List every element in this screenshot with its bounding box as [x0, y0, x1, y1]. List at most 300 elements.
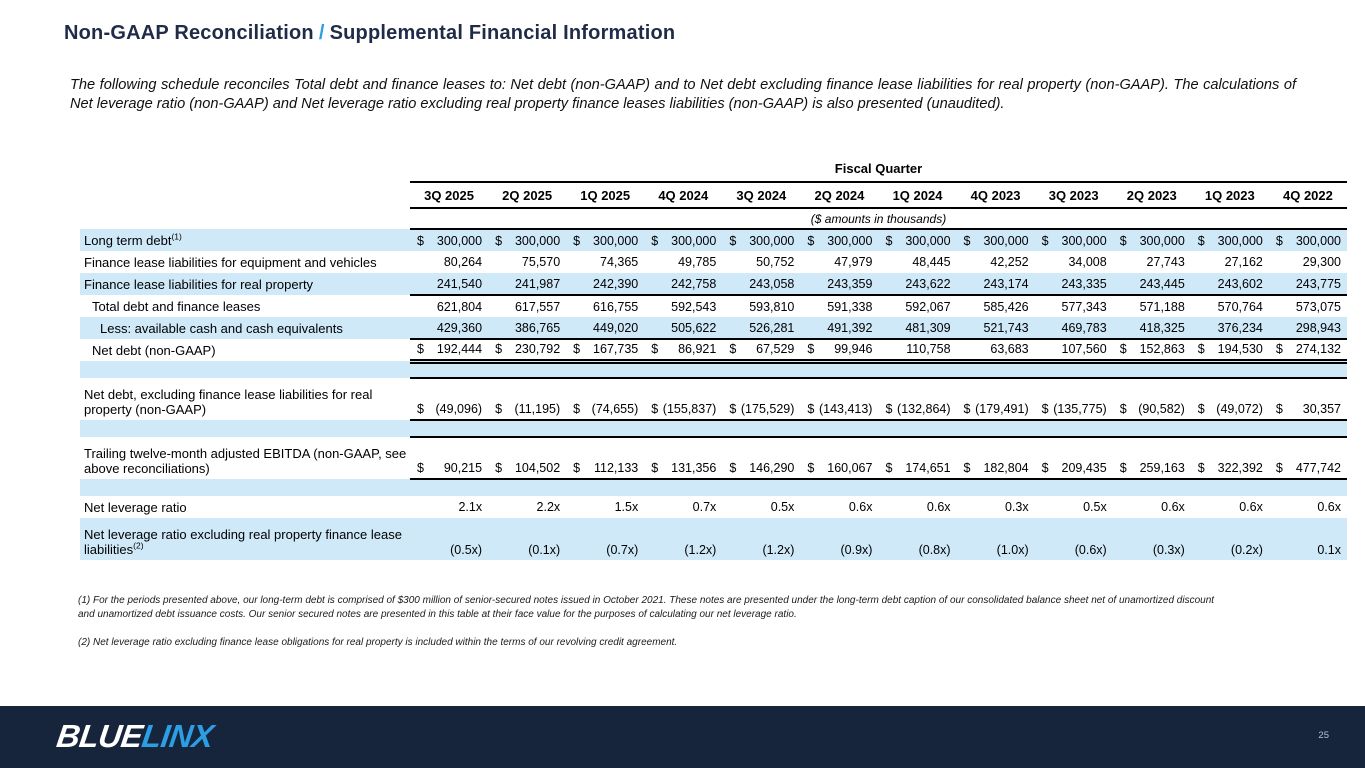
table-cell: [1269, 518, 1347, 560]
cell-value: 592,543: [671, 299, 717, 314]
table-cell: [722, 273, 800, 295]
column-header: 1Q 2025: [566, 182, 644, 208]
cell-content: [566, 461, 644, 478]
table-row: [80, 295, 1347, 317]
cell-content: [644, 543, 722, 560]
table-cell: [878, 378, 956, 420]
cell-content: [410, 461, 488, 478]
cell-content: [410, 342, 488, 356]
cell-content: [1035, 500, 1113, 514]
table-cell: [410, 437, 488, 479]
cell-value: 243,775: [1295, 276, 1341, 291]
logo-text-blue: BLUE: [54, 718, 145, 754]
table-cell: [488, 295, 566, 317]
cell-value: 0.6x: [1239, 500, 1263, 514]
cell-value: 104,502: [514, 461, 561, 475]
dollar-sign: $: [495, 342, 503, 357]
table-cell: [800, 317, 878, 339]
cell-content: [878, 234, 956, 248]
table-cell: [488, 496, 566, 518]
cell-value: 259,163: [1139, 461, 1185, 475]
cell-value: 34,008: [1068, 255, 1107, 269]
dollar-sign: $: [573, 233, 581, 248]
cell-value: 27,743: [1146, 255, 1185, 269]
cell-content: [800, 255, 878, 269]
dollar-sign: $: [1119, 233, 1127, 248]
table-cell: [566, 273, 644, 295]
cell-content: [410, 500, 488, 514]
dollar-sign: $: [963, 461, 971, 475]
table-cell: [488, 378, 566, 420]
dollar-sign: $: [963, 233, 971, 248]
cell-content: [1113, 277, 1191, 291]
cell-content: [1035, 402, 1113, 419]
cell-content: [722, 500, 800, 514]
cell-content: [722, 342, 800, 356]
table-cell: [957, 496, 1035, 518]
cell-value: 617,557: [514, 299, 561, 314]
dollar-sign: $: [1119, 342, 1127, 357]
cell-value: (135,775): [1053, 402, 1107, 416]
table-row: [80, 437, 1347, 479]
cell-content: [410, 402, 488, 419]
table-row: [80, 378, 1347, 420]
cell-content: [878, 500, 956, 514]
cell-content: [566, 342, 644, 356]
cell-content: [957, 342, 1035, 356]
cell-value: 2.1x: [458, 500, 483, 514]
spacer-cell: [80, 420, 1347, 437]
cell-content: [800, 461, 878, 478]
table-cell: [1269, 229, 1347, 251]
table-cell: [566, 518, 644, 560]
table-cell: [878, 339, 956, 361]
table-cell: [1035, 273, 1113, 295]
cell-value: 585,426: [983, 299, 1029, 314]
table-cell: [1035, 378, 1113, 420]
column-header: 2Q 2024: [800, 182, 878, 208]
cell-value: 242,758: [671, 276, 717, 291]
cell-content: [566, 321, 644, 335]
cell-value: 570,764: [1217, 299, 1263, 314]
dollar-sign: $: [1197, 402, 1205, 416]
cell-content: [1191, 234, 1269, 248]
table-cell: [800, 518, 878, 560]
cell-content: [1191, 402, 1269, 419]
units-note: ($ amounts in thousands): [410, 208, 1347, 229]
cell-content: [1113, 321, 1191, 335]
spacer-cell: [80, 361, 1347, 378]
table-cell: [566, 295, 644, 317]
table-cell: [488, 339, 566, 361]
row-label: Finance lease liabilities for real property: [80, 273, 410, 295]
dollar-sign: $: [417, 233, 424, 248]
table-cell: [1035, 437, 1113, 479]
row-label: Finance lease liabilities for equipment and vehicles: [84, 254, 377, 270]
row-label: Long term debt$^{(1)}$: [80, 229, 410, 251]
cell-value: 300,000: [593, 233, 639, 248]
cell-value: (1.0x): [996, 543, 1029, 557]
cell-content: [878, 255, 956, 269]
cell-content: [957, 234, 1035, 248]
table-cell: [410, 273, 488, 295]
table-cell: [1113, 339, 1191, 361]
cell-content: [957, 543, 1035, 560]
column-header: 4Q 2023: [957, 182, 1035, 208]
cell-content: [644, 255, 722, 269]
table-cell: [1269, 273, 1347, 295]
table-cell: [1035, 295, 1113, 317]
cell-value: 80,264: [443, 255, 483, 269]
table-cell: [1035, 496, 1113, 518]
table-cell: [488, 317, 566, 339]
dollar-sign: $: [1275, 461, 1283, 475]
cell-value: (0.1x): [528, 543, 561, 557]
cell-content: [878, 402, 956, 419]
dollar-sign: $: [1041, 402, 1049, 416]
cell-content: [1113, 543, 1191, 560]
cell-value: 376,234: [1217, 320, 1263, 335]
table-cell: [566, 339, 644, 361]
cell-value: 429,360: [436, 320, 483, 335]
table-cell: [1035, 229, 1113, 251]
cell-content: [1191, 321, 1269, 335]
cell-content: [1113, 342, 1191, 356]
cell-content: [1269, 500, 1347, 514]
row-label: Net leverage ratio: [84, 499, 187, 515]
cell-value: 49,785: [678, 255, 717, 269]
table-cell: [1191, 251, 1269, 273]
table-cell: [644, 378, 722, 420]
cell-value: (143,413): [818, 402, 873, 416]
cell-value: (1.2x): [684, 543, 717, 557]
cell-content: [1191, 255, 1269, 269]
cell-content: [1191, 300, 1269, 314]
cell-content: [1191, 277, 1269, 291]
cell-content: [488, 543, 566, 560]
cell-value: 300,000: [983, 233, 1029, 248]
cell-value: 243,174: [983, 276, 1029, 291]
table-cell: [878, 317, 956, 339]
cell-value: 477,742: [1295, 461, 1341, 475]
dollar-sign: $: [1119, 402, 1127, 416]
table-cell: [1191, 229, 1269, 251]
cell-content: [488, 461, 566, 478]
table-cell: [878, 437, 956, 479]
cell-content: [488, 500, 566, 514]
cell-value: 1.5x: [614, 500, 639, 514]
table-cell: [1269, 251, 1347, 273]
cell-value: 571,188: [1139, 299, 1185, 314]
cell-value: 50,752: [756, 255, 795, 269]
cell-content: [1269, 402, 1347, 419]
cell-content: [722, 402, 800, 419]
table-cell: [800, 295, 878, 317]
cell-value: 48,445: [912, 255, 951, 269]
cell-content: [957, 321, 1035, 335]
table-cell: [410, 317, 488, 339]
cell-value: 300,000: [671, 233, 717, 248]
table-cell: [1191, 518, 1269, 560]
table-cell: [878, 295, 956, 317]
cell-content: [488, 300, 566, 314]
table-cell: [1035, 518, 1113, 560]
table-cell: [644, 339, 722, 361]
cell-value: 63,683: [990, 342, 1029, 357]
logo-text-linx: LINX: [139, 718, 216, 754]
cell-content: [1269, 543, 1347, 560]
cell-value: (1.2x): [762, 543, 795, 557]
cell-value: (179,491): [975, 402, 1029, 416]
cell-value: 300,000: [827, 233, 873, 248]
table-cell: [800, 378, 878, 420]
dollar-sign: $: [417, 461, 424, 475]
footnote-marker: (2): [133, 540, 144, 551]
cell-value: 274,132: [1295, 342, 1341, 357]
cell-content: [566, 300, 644, 314]
table-cell: [1269, 378, 1347, 420]
cell-value: 0.6x: [926, 500, 951, 514]
dollar-sign: $: [807, 461, 815, 475]
cell-content: [488, 255, 566, 269]
dollar-sign: $: [495, 233, 503, 248]
cell-value: (0.3x): [1152, 543, 1185, 557]
cell-value: 300,000: [1061, 233, 1107, 248]
table-cell: [722, 251, 800, 273]
row-label: Net leverage ratio excluding real property finance lease liabilities$^{(2)}$: [80, 518, 410, 560]
fiscal-quarter-header-row: [80, 160, 1347, 182]
table-row: [80, 251, 1347, 273]
table-cell: [1191, 317, 1269, 339]
cell-content: [644, 461, 722, 478]
cell-content: [566, 500, 644, 514]
dollar-sign: $: [885, 402, 893, 416]
cell-content: [878, 342, 956, 356]
cell-content: [957, 255, 1035, 269]
cell-content: [566, 234, 644, 248]
table-cell: [1113, 295, 1191, 317]
cell-value: 112,133: [593, 461, 639, 475]
cell-value: 300,000: [749, 233, 795, 248]
table-cell: [957, 273, 1035, 295]
cell-content: [410, 277, 488, 291]
dollar-sign: $: [1275, 342, 1283, 357]
cell-content: [1269, 234, 1347, 248]
table-cell: [410, 496, 488, 518]
cell-value: 300,000: [436, 233, 483, 248]
cell-content: [800, 342, 878, 356]
cell-value: 449,020: [593, 320, 639, 335]
table-cell: [722, 437, 800, 479]
cell-content: [644, 402, 722, 419]
table-cell: [800, 437, 878, 479]
table-cell: [1191, 295, 1269, 317]
table-cell: [644, 229, 722, 251]
cell-content: [800, 402, 878, 419]
cell-value: (155,837): [662, 402, 717, 416]
dollar-sign: $: [729, 402, 737, 416]
dollar-sign: $: [729, 342, 737, 357]
cell-content: [957, 277, 1035, 291]
table-cell: [566, 317, 644, 339]
cell-value: (74,655): [591, 402, 639, 416]
cell-value: 593,810: [749, 299, 795, 314]
cell-value: 241,540: [436, 276, 483, 291]
cell-content: [644, 321, 722, 335]
table-cell: [1113, 496, 1191, 518]
cell-content: [722, 461, 800, 478]
cell-value: 131,356: [671, 461, 717, 475]
cell-content: [1269, 255, 1347, 269]
cell-value: 591,338: [827, 299, 873, 314]
cell-content: [1113, 461, 1191, 478]
table-cell: [957, 295, 1035, 317]
cell-value: 2.2x: [536, 500, 561, 514]
cell-value: 243,602: [1217, 276, 1263, 291]
table-cell: [644, 295, 722, 317]
cell-value: 230,792: [514, 342, 561, 357]
table-cell: [644, 251, 722, 273]
cell-content: [1269, 321, 1347, 335]
cell-content: [1269, 277, 1347, 291]
column-header: 3Q 2024: [722, 182, 800, 208]
dollar-sign: $: [1041, 461, 1049, 475]
cell-value: 160,067: [827, 461, 873, 475]
cell-value: 194,530: [1217, 342, 1263, 357]
cell-value: 29,300: [1302, 255, 1341, 269]
table-cell: [410, 251, 488, 273]
table-cell: [722, 496, 800, 518]
page-title-part1: Non-GAAP Reconciliation: [64, 22, 314, 44]
table-cell: [644, 496, 722, 518]
cell-content: [1269, 300, 1347, 314]
column-header: 2Q 2023: [1113, 182, 1191, 208]
dollar-sign: $: [807, 402, 815, 416]
dollar-sign: $: [963, 402, 971, 416]
cell-value: 27,162: [1224, 255, 1263, 269]
cell-content: [410, 321, 488, 335]
table-cell: [722, 317, 800, 339]
cell-content: [722, 277, 800, 291]
table-cell: [1035, 339, 1113, 361]
column-header: 1Q 2023: [1191, 182, 1269, 208]
table-cell: [1113, 378, 1191, 420]
cell-value: 47,979: [834, 255, 873, 269]
table-cell: [878, 273, 956, 295]
dollar-sign: $: [495, 402, 503, 416]
cell-content: [800, 234, 878, 248]
footnote-marker: (1): [171, 231, 182, 242]
cell-value: (0.9x): [840, 543, 873, 557]
column-header: 1Q 2024: [878, 182, 956, 208]
cell-value: 0.6x: [1161, 500, 1185, 514]
cell-value: (0.6x): [1074, 543, 1107, 557]
cell-content: [1035, 342, 1113, 356]
cell-value: (49,072): [1216, 402, 1263, 416]
cell-content: [878, 461, 956, 478]
table-cell: [644, 437, 722, 479]
dollar-sign: $: [807, 342, 815, 357]
table-cell: [800, 251, 878, 273]
cell-content: [1269, 461, 1347, 478]
column-header: 4Q 2024: [644, 182, 722, 208]
table-cell: [878, 518, 956, 560]
cell-value: 577,343: [1061, 299, 1107, 314]
dollar-sign: $: [651, 233, 659, 248]
dollar-sign: $: [1041, 233, 1049, 248]
cell-content: [1191, 461, 1269, 478]
table-cell: [957, 251, 1035, 273]
table-cell: [1035, 251, 1113, 273]
cell-content: [1035, 255, 1113, 269]
table-cell: [722, 378, 800, 420]
row-label: Net debt, excluding finance lease liabilities for real property (non-GAAP): [84, 387, 373, 417]
dollar-sign: $: [885, 233, 893, 248]
cell-content: [722, 543, 800, 560]
table-cell: [644, 518, 722, 560]
cell-content: [566, 543, 644, 560]
table-cell: [488, 229, 566, 251]
table-cell: [1269, 295, 1347, 317]
cell-content: [1191, 342, 1269, 356]
cell-content: [566, 402, 644, 419]
cell-content: [957, 500, 1035, 514]
spacer-row: [80, 420, 1347, 437]
table-cell: [488, 518, 566, 560]
cell-value: (132,864): [897, 402, 951, 416]
table-cell: [410, 518, 488, 560]
cell-content: [410, 234, 488, 248]
dollar-sign: $: [729, 233, 737, 248]
cell-content: [878, 543, 956, 560]
cell-content: [488, 402, 566, 419]
table-cell: [957, 518, 1035, 560]
page-title: [64, 22, 675, 45]
cell-value: 241,987: [514, 276, 561, 291]
page-title-separator: /: [318, 22, 325, 44]
table-cell: [566, 496, 644, 518]
cell-content: [1035, 277, 1113, 291]
table-cell: [957, 437, 1035, 479]
column-header: 3Q 2025: [410, 182, 488, 208]
table-row: [80, 518, 1347, 560]
table-cell: [1269, 437, 1347, 479]
cell-value: 110,758: [906, 342, 951, 357]
table-cell: [644, 317, 722, 339]
cell-content: [566, 255, 644, 269]
table-row: [80, 317, 1347, 339]
spacer-row: [80, 361, 1347, 378]
spacer-cell: [80, 479, 1347, 496]
cell-value: 67,529: [756, 342, 795, 357]
table-cell: [410, 378, 488, 420]
row-label-empty: [80, 160, 410, 182]
cell-value: (0.8x): [918, 543, 951, 557]
table-cell: [1113, 251, 1191, 273]
page-number: 25: [1318, 730, 1329, 741]
table-cell: [1191, 273, 1269, 295]
cell-content: [1035, 234, 1113, 248]
table-cell: [722, 518, 800, 560]
cell-content: [957, 402, 1035, 419]
cell-value: 75,570: [521, 255, 561, 269]
dollar-sign: $: [1197, 461, 1205, 475]
page-title-part2: Supplemental Financial Information: [329, 22, 676, 44]
fiscal-quarter-label: Fiscal Quarter: [410, 160, 1347, 182]
cell-content: [410, 300, 488, 314]
cell-value: 0.7x: [692, 500, 717, 514]
cell-value: 182,804: [983, 461, 1029, 475]
